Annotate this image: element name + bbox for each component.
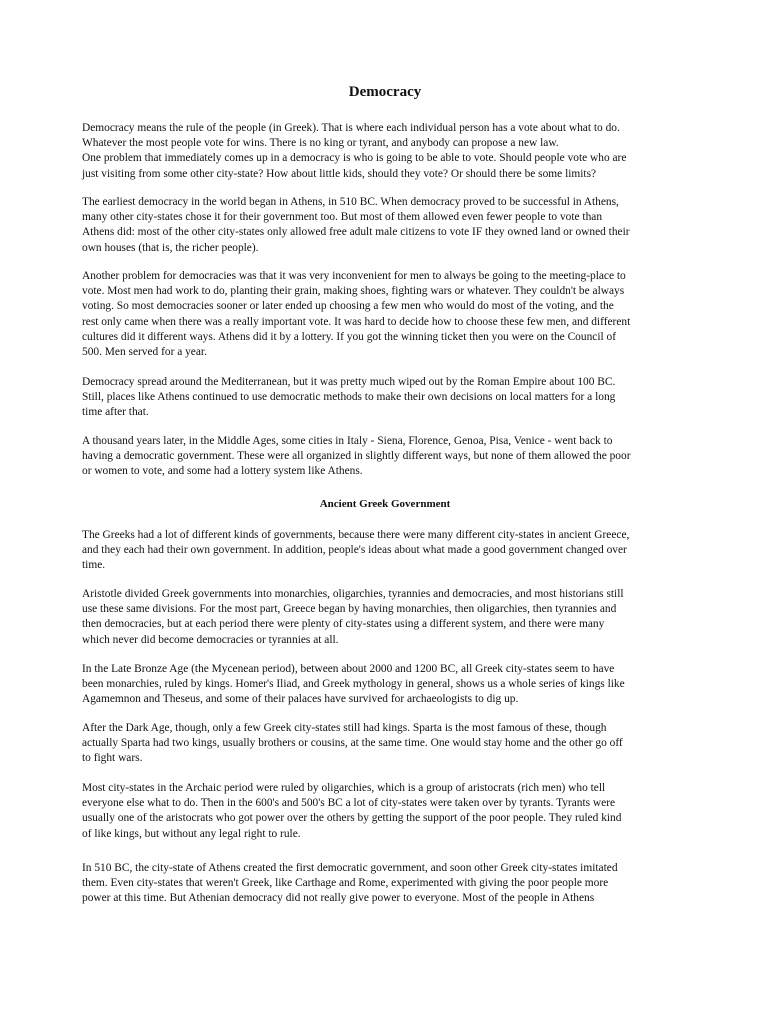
paragraph-5 bbox=[82, 434, 688, 480]
paragraph-2 bbox=[82, 195, 688, 256]
text-line: time after that. bbox=[82, 406, 149, 419]
text-line: Another problem for democracies was that it was very inconvenient for men to always be going to the meeting-place to bbox=[82, 270, 626, 282]
text-line: The Greeks had a lot of different kinds of governments, because there were many different city-states in ancient Greece, bbox=[82, 529, 630, 541]
text-line: Still, places like Athens continued to use democratic methods to make their own decisions on local matters for a long bbox=[82, 391, 616, 404]
text-line: rest only came when there was a really important vote. It was hard to decide how to choose these few men, and different bbox=[82, 315, 631, 328]
text-line: use these same divisions. For the most part, Greece began by having monarchies, then oligarchies, then tyrannies and bbox=[82, 603, 617, 616]
text-line: actually Sparta had two kings, usually brothers or cousins, at the same time. One would stay home and the other go off bbox=[82, 737, 623, 750]
text-line: In the Late Bronze Age (the Mycenean period), between about 2000 and 1200 BC, all Greek city-states seem to have bbox=[82, 663, 615, 675]
text-line: power at this time. But Athenian democracy did not really give power to everyone. Most of the people in Athens bbox=[82, 892, 595, 905]
text-line: having a democratic government. These were all organized in slightly different ways, but none of them allowed the poor bbox=[82, 450, 631, 463]
text-line: After the Dark Age, though, only a few Greek city-states still had kings. Sparta is the most famous of these, though bbox=[82, 722, 607, 734]
text-line: been monarchies, ruled by kings. Homer's Iliad, and Greek mythology in general, shows us a whole series of kings like bbox=[82, 678, 625, 691]
text-line: of like kings, but without any legal right to rule. bbox=[82, 827, 301, 840]
text-line: vote. Most men had work to do, planting their grain, making shoes, fighting wars or whatever. They couldn't be always bbox=[82, 285, 625, 298]
text-line: which never did become democracies or tyrannies at all. bbox=[82, 633, 339, 646]
text-line: usually one of the aristocrats who got power over the others by getting the support of the poor people. They ruled kind bbox=[82, 812, 622, 825]
paragraph-7 bbox=[82, 587, 688, 648]
text-line: everyone else what to do. Then in the 600's and 500's BC a lot of city-states were taken over by tyrants. Tyrants were bbox=[82, 797, 616, 810]
text-line: Aristotle divided Greek governments into monarchies, oligarchies, tyrannies and democracies, and most historians still bbox=[82, 588, 624, 600]
text-line: them. Even city-states that weren't Greek, like Carthage and Rome, experimented with giving the poor people more bbox=[82, 877, 609, 890]
paragraph-8 bbox=[82, 662, 688, 708]
text-line: just visiting from some other city-state? How about little kids, should they vote? Or should there be some limits? bbox=[82, 167, 597, 180]
text-line: A thousand years later, in the Middle Ages, some cities in Italy - Siena, Florence, Genoa, Pisa, Venice - went back to bbox=[82, 435, 613, 447]
paragraph-9 bbox=[82, 721, 688, 767]
paragraph-1 bbox=[82, 121, 688, 182]
text-line: Agamemnon and Theseus, and some of their palaces have survived for archaeologists to dig up. bbox=[82, 693, 519, 706]
text-line: The earliest democracy in the world began in Athens, in 510 BC. When democracy proved to be successful in Athens, bbox=[82, 196, 619, 208]
paragraph-11 bbox=[82, 861, 688, 907]
text-line: One problem that immediately comes up in a democracy is who is going to be able to vote. Should people vote who are bbox=[82, 152, 627, 165]
text-line: 500. Men served for a year. bbox=[82, 346, 207, 359]
page-title: Democracy bbox=[348, 84, 422, 100]
text-line: or women to vote, and some had a lottery system like Athens. bbox=[82, 465, 363, 478]
paragraph-10 bbox=[82, 781, 688, 842]
paragraph-6 bbox=[82, 528, 688, 574]
text-line: In 510 BC, the city-state of Athens created the first democratic government, and soon other Greek city-states imitated bbox=[82, 862, 618, 874]
text-line: to fight wars. bbox=[82, 752, 143, 765]
text-line: Democracy means the rule of the people (in Greek). That is where each individual person has a vote about what to do. bbox=[82, 122, 620, 134]
text-line: own houses (that is, the richer people). bbox=[82, 241, 259, 254]
paragraph-4 bbox=[82, 375, 688, 421]
paragraph-3 bbox=[82, 269, 688, 360]
text-line: voting. So most democracies sooner or later ended up choosing a few men who would do most of the voting, and the bbox=[82, 300, 614, 313]
text-line: Most city-states in the Archaic period were ruled by oligarchies, which is a group of aristocrats (rich men) who tell bbox=[82, 782, 606, 794]
text-line: Democracy spread around the Mediterranean, but it was pretty much wiped out by the Roman Empire about 100 BC. bbox=[82, 376, 616, 388]
text-line: many other city-states chose it for their government too. But most of them allowed even fewer people to vote than bbox=[82, 211, 603, 224]
text-line: time. bbox=[82, 559, 106, 572]
section-heading: Ancient Greek Government bbox=[319, 498, 451, 510]
text-line: Whatever the most people vote for wins. There is no king or tyrant, and anybody can propose a new law. bbox=[82, 137, 559, 150]
text-line: Athens did: most of the other city-states only allowed free adult male citizens to vote IF they owned land or owned their bbox=[82, 226, 630, 239]
text-line: cultures did it different ways. Athens did it by a lottery. If you got the winning ticket then you were on the Council of bbox=[82, 330, 616, 343]
text-line: then democracies, but at each period there were plenty of city-states using a different system, and there were many bbox=[82, 618, 605, 631]
text-line: and they each had their own government. In addition, people's ideas about what made a good government changed over bbox=[82, 544, 627, 557]
